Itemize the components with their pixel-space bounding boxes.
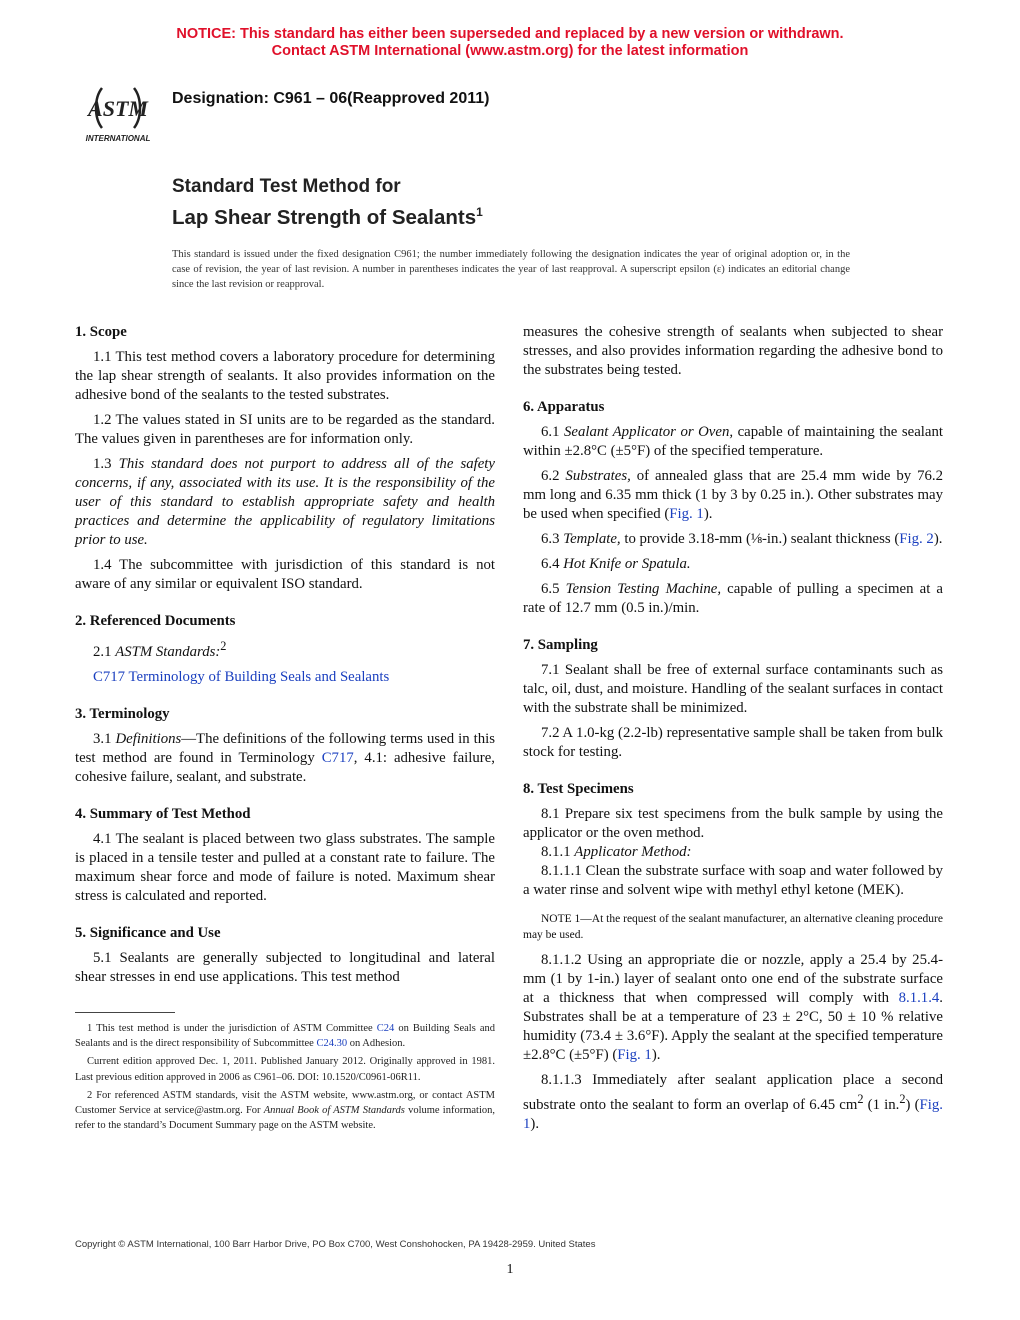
link-c24[interactable]: C24 — [376, 1023, 395, 1034]
para-8-1-1-3-sup: 2 — [857, 1092, 864, 1106]
section-heading-scope: 1. Scope — [75, 324, 127, 340]
para-2-1-sup: 2 — [220, 639, 227, 653]
title-line-1: Standard Test Method for — [172, 176, 401, 197]
para-8-1-1-2-text-a: 8.1.1.2 Using an appropriate die or nozzle, apply a 25.4 by 25.4-mm (1 by 1-in.) layer of sealant onto one end of the substrate surface at a thickness that when compressed will comply with — [523, 952, 943, 1006]
link-fig-2[interactable]: Fig. 2 — [899, 531, 934, 547]
logo-text: ASTM — [88, 96, 148, 121]
link-c24-30[interactable]: C24.30 — [316, 1038, 348, 1050]
para-3-1 — [75, 730, 495, 787]
right-column — [523, 323, 943, 1140]
para-1-3-text: This standard does not purport to address all of the safety concerns, if any, associated with its use. It is the responsibility of the user of this standard to establish appropriate safety and health practices and determine the applicability of regulatory limitations prior to use. — [75, 456, 495, 548]
para-3-1-text-b: , 4.1: adhesive failure, cohesive failure, sealant, and substrate. — [75, 749, 495, 785]
para-1-1: 1.1 This test method covers a laboratory procedure for determining the lap shear strength of sealants. It also provides information on the adhesive bond of the sealants to the tested substrates. — [75, 349, 495, 403]
para-5-1: 5.1 Sealants are generally subjected to longitudinal and lateral shear stresses in end use applications. This test method — [75, 949, 495, 985]
footnote-divider — [75, 1012, 175, 1013]
para-3-1-num: 3.1 — [93, 730, 112, 747]
para-8-1-1-3-text: 8.1.1.3 Immediately after sealant application place a second substrate onto the sealant to form an overlap of 6.45 cm — [523, 1072, 943, 1113]
para-8-1-1-3: 8.1.1.3 Immediately after sealant application place a second substrate onto the sealant to form an overlap of 6.45 $cm^2$ (1 in.$^2$) (Fig. 1). — [523, 1072, 943, 1132]
note-1: NOTE 1—At the request of the sealant manufacturer, an alternative cleaning procedure may be used. — [523, 913, 943, 941]
logo-subtext: INTERNATIONAL — [85, 134, 151, 143]
para-6-4 — [523, 555, 943, 574]
title-line-2 — [172, 199, 483, 231]
page-number: 1 — [506, 1262, 514, 1277]
para-2-1-num: 2.1 — [93, 643, 112, 660]
footnote-1 — [75, 1021, 495, 1051]
para-3-1-label: Definitions — [115, 730, 182, 747]
link-fig-1[interactable]: Fig. 1 — [669, 506, 704, 522]
para-4-1: 4.1 The sealant is placed between two glass substrates. The sample is placed in a tensile tester and pulled at a constant rate to failure. The maximum shear force and mode of failure is noted. Maximum shear stress is calculated and reported. — [75, 830, 495, 904]
para-6-2-label: Substrates, — [565, 468, 631, 484]
para-1-3-num: 1.3 — [93, 456, 112, 472]
section-heading-summary: 4. Summary of Test Method — [75, 805, 251, 822]
footnote-1-text-c: on Adhesion. — [349, 1038, 406, 1050]
para-8-1-1-3-sup-2: 2 — [899, 1092, 906, 1106]
para-6-3-label: Template, — [563, 531, 621, 547]
section-heading-sampling: 7. Sampling — [523, 637, 598, 653]
para-6-2: 6.2 Substrates, of annealed glass that are 25.4 mm wide by 76.2 mm long and 6.35 mm thick (1 by 3 by 0.25 in.). Other substrates may be used when specified (Fig. 1). — [523, 468, 944, 522]
para-6-2-num: 6.2 — [541, 468, 560, 484]
ref-c717-title[interactable]: Terminology of Building Seals and Sealants — [128, 668, 390, 685]
designation: Designation: C961 – 06(Reapproved 2011) — [172, 90, 490, 107]
para-1-3 — [75, 455, 495, 550]
footnote-1-edition: Current edition approved Dec. 1, 2011. Published January 2012. Originally approved in 1981. Last previous edition approved in 2006 as C961–06. DOI: 10.1520/C0961-06R11. — [75, 1056, 495, 1083]
footnote-2-italic: Annual Book of ASTM Standards — [263, 1105, 405, 1117]
ref-c717-code[interactable]: C717 — [93, 668, 126, 685]
title-footnote-mark: 1 — [476, 205, 483, 219]
para-1-2: 1.2 The values stated in SI units are to be regarded as the standard. The values given in parentheses are for information only. — [75, 412, 495, 447]
para-6-4-num: 6.4 — [541, 556, 560, 572]
ref-c717[interactable] — [93, 668, 495, 687]
para-8-1-1-3-text-b: (1 in. — [867, 1096, 900, 1113]
notice-banner — [0, 26, 1020, 60]
para-6-5 — [523, 580, 943, 618]
link-c717[interactable]: C717 — [321, 749, 354, 766]
para-8-1-1-3-text-c: ) — [905, 1096, 911, 1113]
section-heading-referenced: 2. Referenced Documents — [75, 613, 236, 629]
document-title — [172, 175, 483, 231]
para-3-1-text-a: —The definitions of the following terms used in this test method are found in Terminology — [75, 730, 496, 766]
footnote-1-text-b: on Building Seals and Sealants and is the direct responsibility of Subcommittee — [75, 1023, 496, 1050]
para-6-1 — [523, 423, 943, 461]
astm-logo — [72, 78, 164, 144]
link-fig-1-b[interactable]: Fig. 1 — [617, 1047, 652, 1063]
section-heading-terminology: 3. Terminology — [75, 705, 170, 722]
left-column — [75, 323, 495, 993]
link-8-1-1-4[interactable]: 8.1.1.4 — [898, 990, 940, 1006]
para-6-1-num: 6.1 — [541, 424, 560, 440]
para-7-1: 7.1 Sealant shall be free of external surface contaminants such as talc, oil, dust, and moisture. Handling of the sealant surfaces in contact with the substrate shall be minimized. — [523, 662, 943, 716]
title-line-2-text: Lap Shear Strength of Sealants — [172, 205, 477, 229]
footnotes — [75, 1021, 495, 1136]
footnote-2-text-a: 2 For referenced ASTM standards, visit the ASTM website, www.astm.org, or contact ASTM Customer Service at service@astm.org. For — [75, 1089, 495, 1117]
section-heading-apparatus: 6. Apparatus — [523, 399, 605, 415]
para-6-5-text: capable of pulling a specimen at a rate of 12.7 mm (0.5 in.)/min. — [523, 581, 943, 616]
para-6-3-text: to provide 3.18-mm (⅛-in.) sealant thickness — [624, 531, 891, 547]
para-8-1-1 — [523, 843, 943, 862]
para-2-1 — [75, 637, 495, 662]
para-1-4: 1.4 The subcommittee with jurisdiction of this standard is not aware of any similar or equivalent ISO standard. — [75, 557, 495, 592]
para-8-1: 8.1 Prepare six test specimens from the bulk sample by using the applicator or the oven method. — [523, 806, 943, 841]
para-7-2: 7.2 A 1.0-kg (2.2-lb) representative sample shall be taken from bulk stock for testing. — [523, 725, 943, 760]
para-5-1-continued: measures the cohesive strength of sealants when subjected to shear stresses, and also provides information regarding the adhesive bond to the substrates being tested. — [523, 324, 943, 378]
para-6-1-label: Sealant Applicator or Oven, — [564, 424, 734, 440]
section-heading-test-specimens: 8. Test Specimens — [523, 781, 634, 797]
para-6-3: 6.3 Template, to provide 3.18-mm (⅛-in.) sealant thickness (Fig. 2). — [541, 531, 943, 547]
para-6-5-label: Tension Testing Machine, — [565, 581, 722, 597]
para-6-3-num: 6.3 — [541, 531, 560, 547]
para-8-1-1-label: Applicator Method: — [574, 844, 692, 860]
section-heading-significance: 5. Significance and Use — [75, 924, 221, 941]
intro-paragraph: This standard is issued under the fixed designation C961; the number immediately following the designation indicates the year of original adoption or, in the case of revision, the year of last revision. A number in parentheses indicates the year of last reapproval. A superscript epsilon (ε) indicates an editorial change since the last revision or reapproval. — [172, 249, 850, 290]
notice-line-2: Contact ASTM International (www.astm.org) for the latest information — [271, 43, 749, 59]
notice-line-1: NOTICE: This standard has either been superseded and replaced by a new version or withdrawn. — [176, 26, 844, 42]
footnote-2 — [75, 1088, 495, 1134]
para-8-1-1-1: 8.1.1.1 Clean the substrate surface with soap and water followed by a water rinse and solvent wipe with methyl ethyl ketone (MEK). — [523, 863, 943, 898]
para-8-1-1-num: 8.1.1 — [541, 844, 571, 860]
link-fig-1-c[interactable]: Fig. 1 — [523, 1096, 943, 1132]
footnote-1-text-a: 1 This test method is under the jurisdiction of ASTM Committee — [87, 1023, 373, 1034]
para-6-2-text: of annealed glass that are 25.4 mm wide by 76.2 mm long and 6.35 mm thick (1 by 3 by 0.25 in.). Other substrates may be used when specified — [523, 468, 944, 522]
para-6-4-label: Hot Knife or Spatula. — [563, 556, 691, 572]
para-8-1-1-2-text-b: . Substrates shall be at a temperature of 23 ± 2°C, 50 ± 10 % relative humidity (73.4 ± 3.6°F). Apply the sealant at the specified temperature ±2.8°C (±5°F) — [523, 990, 943, 1063]
para-6-5-num: 6.5 — [541, 581, 560, 597]
para-2-1-label: ASTM Standards: — [115, 643, 221, 660]
footnote-2-text-b: volume information, refer to the standard’s Document Summary page on the ASTM website. — [75, 1105, 495, 1132]
para-8-1-1-2: 8.1.1.2 Using an appropriate die or nozzle, apply a 25.4 by 25.4-mm (1 by 1-in.) layer of sealant onto one end of the substrate surface at a thickness that when compressed will comply with 8.1.1.4. Substrates shall be at a temperature of 23 ± 2°C, 50 ± 10 % relative humidity (73.4 ± 3.6°F). Apply the sealant at the specified temperature ±2.8°C (±5°F) (Fig. 1). — [523, 952, 943, 1063]
para-6-1-text: capable of maintaining the sealant within ±2.8°C (±5°F) of the specified temperature. — [523, 424, 943, 459]
copyright: Copyright © ASTM International, 100 Barr Harbor Drive, PO Box C700, West Conshohocken, PA 19428-2959. United States — [75, 1239, 596, 1250]
